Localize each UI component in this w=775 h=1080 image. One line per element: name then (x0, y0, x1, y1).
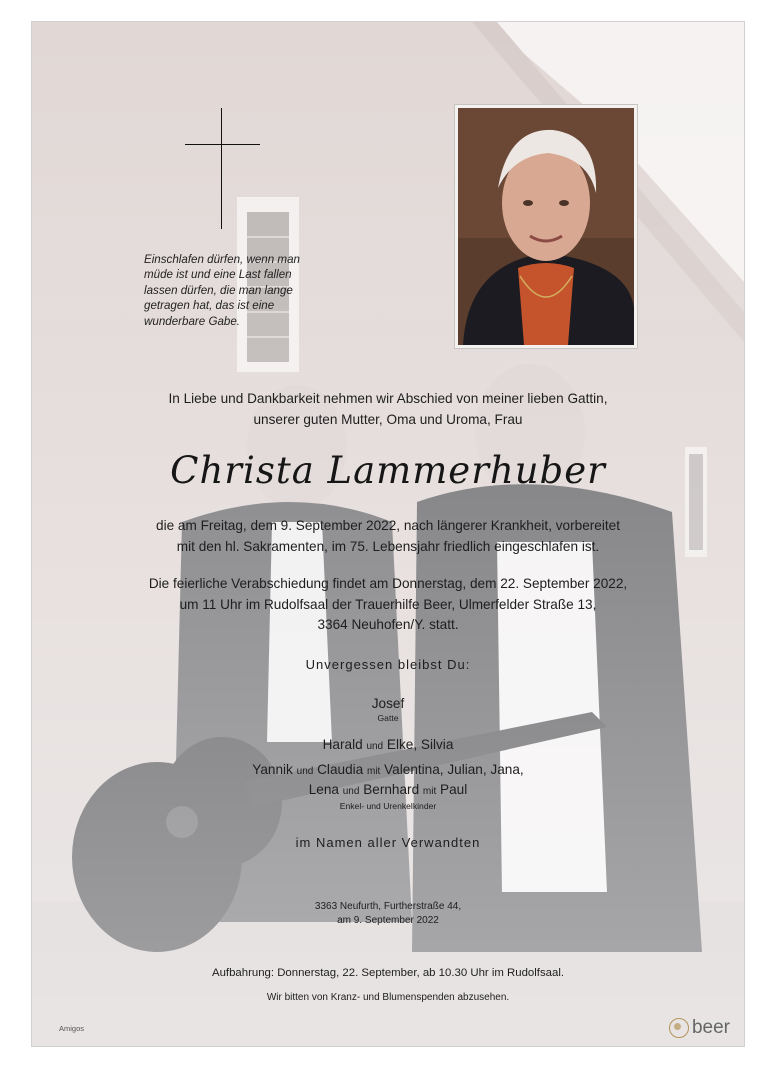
ceremony-info (32, 574, 744, 636)
connector: und (366, 741, 384, 752)
logo-text: beer (691, 1017, 730, 1038)
on-behalf-line: im Namen aller Verwandten (295, 835, 481, 850)
quote-line: wunderbare Gabe. (144, 314, 241, 328)
logo-icon (669, 1018, 689, 1038)
content-layer (32, 22, 744, 1046)
family-name: Claudia (317, 762, 364, 777)
grandchildren-relation: Enkel- und Urenkelkinder (339, 801, 437, 811)
date-line: am 9. September 2022 (337, 915, 439, 926)
family-husband (32, 695, 744, 724)
deceased-name: Christa Lammerhuber (170, 449, 606, 492)
parte-card (31, 21, 745, 1047)
quote-line: müde ist und eine Last fallen (144, 268, 292, 282)
place-line: 3363 Neufurth, Furtherstraße 44, (314, 901, 462, 912)
connector: mit (367, 766, 381, 777)
intro-text (32, 389, 744, 430)
quote (144, 252, 344, 329)
ceremony-line: 3364 Neuhofen/Y. statt. (317, 617, 459, 632)
family-name: Harald (322, 737, 363, 752)
husband-name: Josef (371, 696, 405, 711)
unvergessen-heading: Unvergessen bleibst Du: (305, 657, 471, 672)
ceremony-line: um 11 Uhr im Rudolfsaal der Trauerhilfe Beer, Ulmerfelder Straße 13, (179, 596, 597, 612)
family-name: Bernhard (363, 782, 420, 797)
family-name: Valentina, Julian, Jana, (384, 762, 524, 777)
death-line: die am Freitag, dem 9. September 2022, nach längerer Krankheit, vorbereitet (156, 518, 620, 533)
intro-line: unserer guten Mutter, Oma und Uroma, Frau (253, 411, 523, 427)
place-date (32, 900, 744, 928)
family-name: Paul (440, 782, 468, 797)
connector: mit (422, 786, 437, 797)
family-line-children (32, 736, 744, 756)
quote-line: Einschlafen dürfen, wenn man (144, 253, 300, 266)
funeral-home-logo (669, 1017, 730, 1039)
family-line-grandchildren-1 (32, 761, 744, 781)
intro-line: In Liebe und Dankbarkeit nehmen wir Abschied von meiner lieben Gattin, (168, 391, 608, 406)
husband-relation: Gatte (377, 713, 399, 723)
quote-line: getragen hat, das ist eine (144, 299, 275, 313)
flower-request: Wir bitten von Kranz- und Blumenspenden abzusehen. (266, 992, 510, 1003)
connector: und (296, 766, 314, 777)
family-line-grandchildren-2 (32, 781, 744, 801)
portrait-photo (455, 105, 637, 348)
aufbahrung-info: Aufbahrung: Donnerstag, 22. September, ab 10.30 Uhr im Rudolfsaal. (211, 967, 565, 979)
photo-credit: Amigos (59, 1024, 85, 1033)
family-name: Elke, Silvia (386, 737, 454, 752)
cross-icon (185, 108, 260, 229)
ceremony-line: Die feierliche Verabschiedung findet am Donnerstag, dem 22. September 2022, (148, 576, 628, 591)
quote-line: lassen dürfen, die man lange (144, 283, 293, 297)
connector: und (342, 786, 360, 797)
death-line: mit den hl. Sakramenten, im 75. Lebensjahr friedlich eingeschlafen ist. (176, 538, 600, 554)
family-name: Lena (308, 782, 339, 797)
death-notice (32, 516, 744, 557)
family-name: Yannik (252, 762, 293, 777)
